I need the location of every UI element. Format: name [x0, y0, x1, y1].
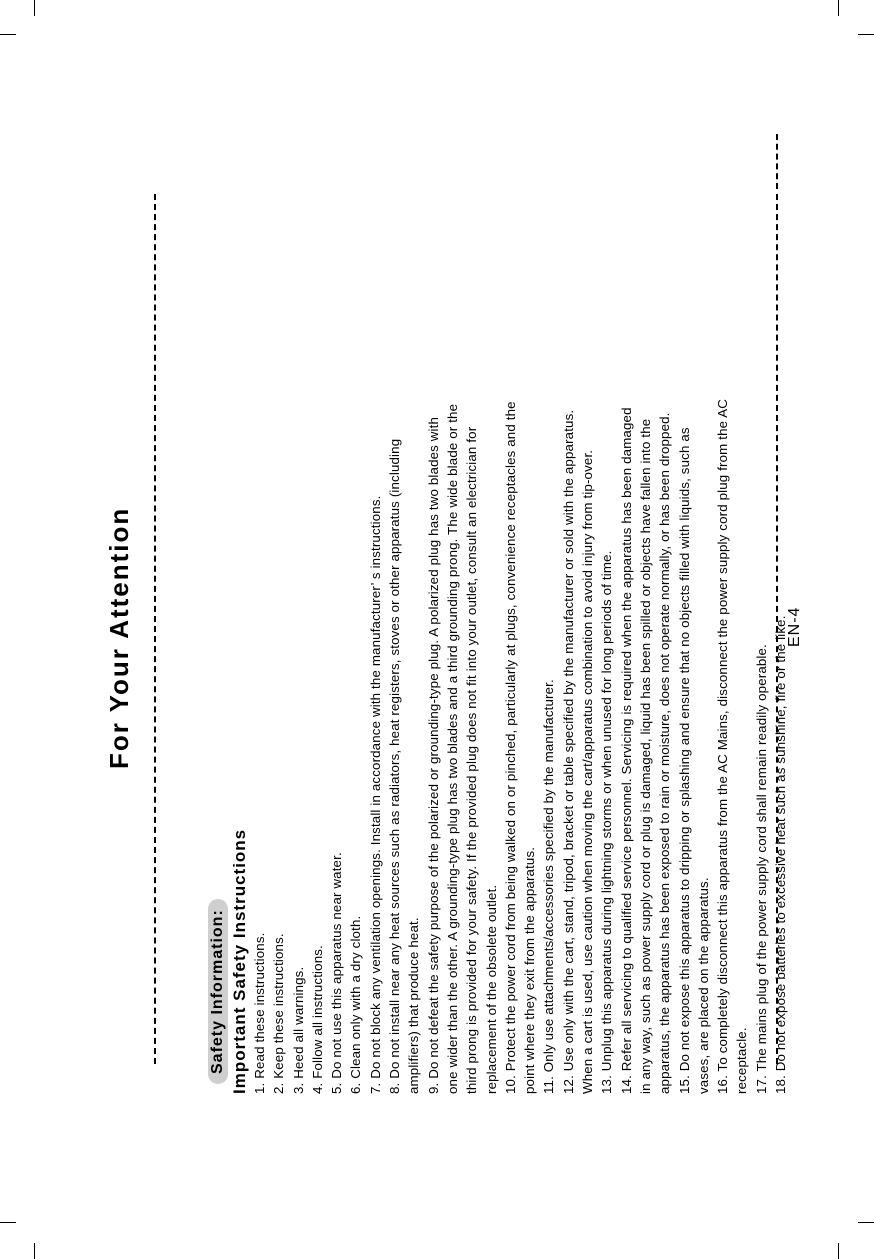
instruction-line: 15. Do not expose this apparatus to dripping or splashing and ensure that no objects filled with liquids, such as: [676, 427, 692, 1094]
divider-bottom: [776, 194, 778, 1064]
instruction-line: 2. Keep these instructions.: [271, 933, 287, 1094]
sub-heading: Important Safety Instructions: [230, 828, 249, 1094]
instruction-line: 3. Heed all warnings.: [290, 966, 306, 1094]
instruction-line: When a cart is used, use caution when moving the cart/apparatus combination to avoid injury from tip-over.: [580, 449, 596, 1094]
instruction-line: 10. Protect the power cord from being walked on or pinched, particularly at plugs, convenience receptacles and the: [502, 401, 518, 1094]
divider-right: [776, 134, 778, 189]
divider-top: [154, 194, 156, 1064]
section-tag: Safety Information:: [208, 899, 228, 1084]
instruction-line: 4. Follow all instructions.: [309, 945, 325, 1094]
safety-section: [198, 4, 790, 1094]
instruction-line: amplifiers) that produce heat.: [406, 917, 422, 1094]
instruction-line: 17. The mains plug of the power supply cord shall remain readily operable.: [753, 644, 769, 1094]
instruction-line: third prong is provided for your safety. If the provided plug does not fit into your outlet, consult an electrician for: [464, 426, 480, 1094]
instruction-line: receptacle.: [734, 1027, 750, 1094]
instruction-line: apparatus, the apparatus has been exposed to rain or moisture, does not operate normally, or has been dropped.: [657, 412, 673, 1094]
instruction-line: 8. Do not install near any heat sources such as radiators, heat registers, stoves or other apparatus (including: [387, 438, 403, 1094]
instruction-line: 12. Use only with the cart, stand, tripod, bracket or table specified by the manufacturer or sold with the apparatus.: [560, 409, 576, 1094]
page-number: EN-4: [786, 606, 803, 647]
instruction-line: point where they exit from the apparatus.: [522, 846, 538, 1094]
instruction-line: vases, are placed on the apparatus.: [695, 877, 711, 1094]
instruction-line: 7. Do not block any ventilation openings. Install in accordance with the manufacturer’ s instructions.: [367, 495, 383, 1094]
instruction-line: in any way, such as power supply cord or plug is damaged, liquid has been spilled or objects have fallen into the: [637, 418, 653, 1094]
instruction-line: one wider than the other. A grounding-type plug has two blades and a third grounding prong. The wide blade or the: [444, 403, 460, 1094]
instruction-line: 18. Do not expose batteries to excessive heat such as sunshine, fire or the like.: [773, 615, 789, 1094]
instruction-line: 16. To completely disconnect this apparatus from the AC Mains, disconnect the power supply cord plug from the AC: [715, 398, 731, 1094]
instruction-line: 9. Do not defeat the safety purpose of the polarized or grounding-type plug. A polarized plug has two blades with: [425, 416, 441, 1094]
instruction-list: [250, 4, 790, 1094]
instruction-line: replacement of the obsolete outlet.: [483, 884, 499, 1094]
instruction-line: 1. Read these instructions.: [252, 932, 267, 1094]
instruction-line: 11. Only use attachments/accessories specified by the manufacturer.: [541, 679, 557, 1094]
instruction-line: 6. Clean only with a dry cloth.: [348, 915, 364, 1094]
instruction-line: 5. Do not use this apparatus near water.: [329, 852, 345, 1094]
page-title: For Your Attention: [104, 506, 134, 769]
instruction-line: 14. Refer all servicing to qualified service personnel. Servicing is required when the apparatus has been damaged: [618, 407, 634, 1094]
instruction-line: 13. Unplug this apparatus during lightning storms or when unused for long periods of time.: [599, 550, 615, 1094]
